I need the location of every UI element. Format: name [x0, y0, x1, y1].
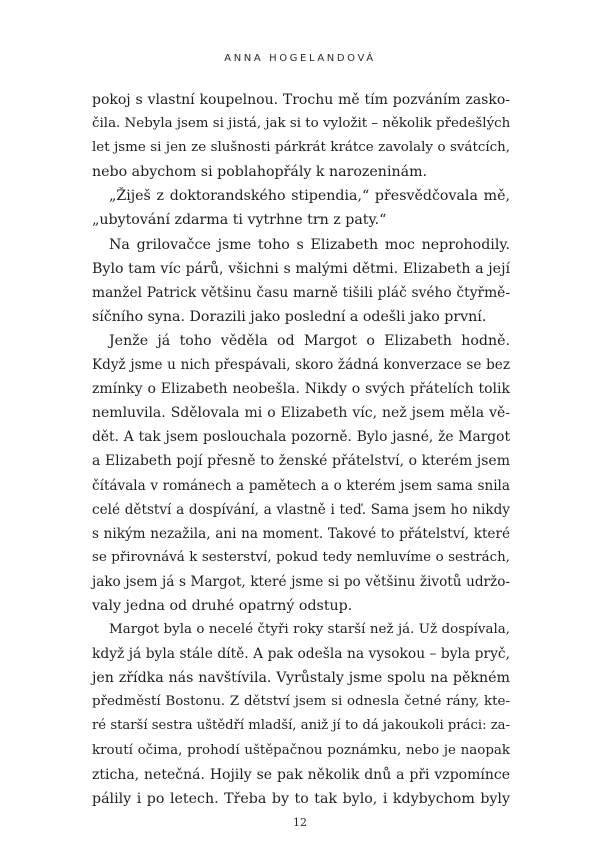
text-line: síčního syna. Dorazili jako poslední a odešli jako první. [92, 308, 487, 325]
text-line: let jsme si jen ze slušnosti párkrát krátce zavolaly o svátcích, [92, 140, 510, 156]
text-line: čila. Nebyla jsem si jistá, jak si to vyložit – několik předešlých [92, 116, 511, 132]
text-line: valy jedna od druhé opatrný odstup. [92, 597, 353, 614]
text-line: manžel Patrick většinu času marně tišili pláč svého čtyřmě- [92, 284, 510, 301]
text-line: nemluvila. Sdělovala mi o Elizabeth víc, než jsem měla vě- [92, 405, 510, 422]
text-line: jen zřídka nás navštívila. Vyrůstaly jsme spolu na pěkném [92, 670, 510, 687]
text-line: pálily i po letech. Třeba by to tak bylo, i kdybychom byly [92, 790, 510, 807]
text-line: celé dětství a dospívání, a vlastně i teď. Sama jsem ho nikdy [92, 501, 510, 518]
text-line: se přirovnává k sesterství, pokud tedy nemluvíme o sestrách, [92, 549, 510, 565]
page-number: 12 [293, 816, 307, 829]
body-text [92, 88, 510, 811]
text-line: předměstí Bostonu. Z dětství jsem si odnesla četné rány, kte- [92, 694, 510, 710]
text-line: s nikým nezažila, ani na moment. Takové to přátelství, které [92, 525, 510, 542]
text-line: Bylo tam víc párů, všichni s malými dětmi. Elizabeth a její [92, 260, 510, 277]
text-line: Na grilovačce jsme toho s Elizabeth moc neprohodily. [109, 236, 510, 253]
text-line: a Elizabeth pojí přesně to ženské přátelství, o kterém jsem [92, 453, 510, 470]
text-line: nebo abychom si poblahopřály k narozeninám. [92, 164, 428, 181]
text-line: zticha, netečná. Hojily se pak několik dnů a při vzpomínce [92, 766, 510, 783]
text-line: „ubytování zdarma ti vytrhne trn z paty.“ [92, 212, 387, 229]
text-line: Když jsme u nich přespávali, skoro žádná konverzace se bez [92, 357, 510, 374]
running-head-author: ANNA HOGELANDOVÁ [224, 53, 376, 64]
text-line: jako jsem já s Margot, které jsme si po většinu životů udržo- [92, 573, 510, 590]
text-line: ré starší sestra uštědří mladší, aniž jí to dá jakoukoli práci: za- [92, 718, 510, 734]
text-line: Jenže já toho věděla od Margot o Elizabeth hodně. [109, 332, 510, 349]
text-line: čítávala v románech a pamětech a o kterém jsem sama snila [92, 477, 510, 494]
text-line: zmínky o Elizabeth neobešla. Nikdy o svých přátelích tolik [92, 381, 510, 398]
text-line: kroutí očima, prohodí uštěpačnou poznámku, nebo je naopak [92, 742, 510, 758]
text-line: pokoj s vlastní koupelnou. Trochu mě tím pozváním zasko- [92, 92, 510, 108]
text-line: „Žiješ z doktorandského stipendia,“ přesvědčovala mě, [109, 188, 510, 205]
text-line: dět. A tak jsem poslouchala pozorně. Bylo jasné, že Margot [92, 429, 510, 446]
text-line: Margot byla o necelé čtyři roky starší než já. Už dospívala, [109, 622, 510, 638]
text-line: když já byla stále dítě. A pak odešla na vysokou – byla pryč, [92, 646, 510, 663]
